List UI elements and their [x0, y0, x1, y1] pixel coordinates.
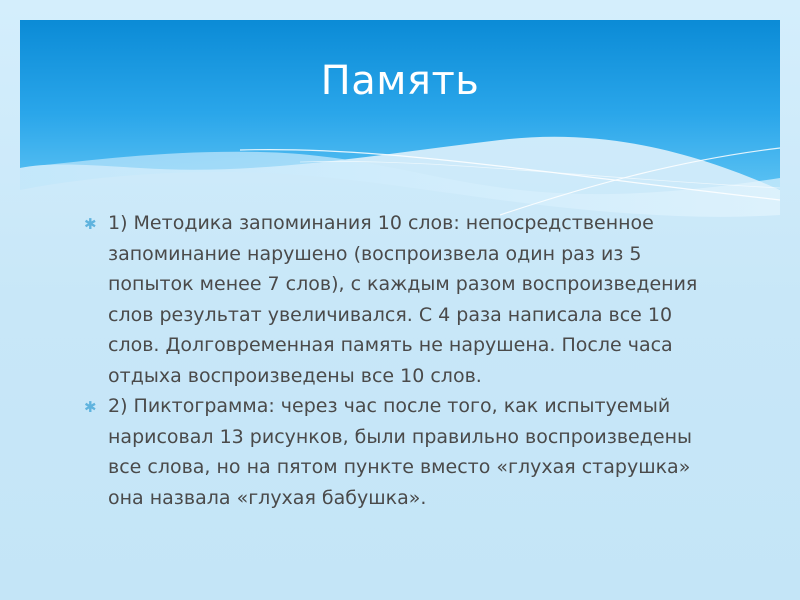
bullet-text: 1) Методика запоминания 10 слов: непосредственное запоминание нарушено (воспроизвела один раз из 5 попыток менее 7 слов), с каждым разом воспроизведения слов результат увеличивался. С 4 раза написала все 10 слов. Долговременная память не нарушена. После часа отдыха воспроизведены все 10 слов. [108, 212, 698, 387]
bullet-item-methodology [82, 208, 722, 391]
asterisk-bullet-icon: ✱ [84, 215, 97, 233]
asterisk-bullet-icon: ✱ [84, 398, 97, 416]
bullet-item-pictogram [82, 391, 722, 513]
header-wave-decoration [0, 0, 800, 240]
slide-title: Память [320, 58, 480, 104]
bullet-text: 2) Пиктограмма: через час после того, как испытуемый нарисовал 13 рисунков, были правильно воспроизведены все слова, но на пятом пункте вместо «глухая старушка» она назвала «глухая бабушка». [108, 395, 692, 509]
bullet-list [82, 208, 722, 513]
